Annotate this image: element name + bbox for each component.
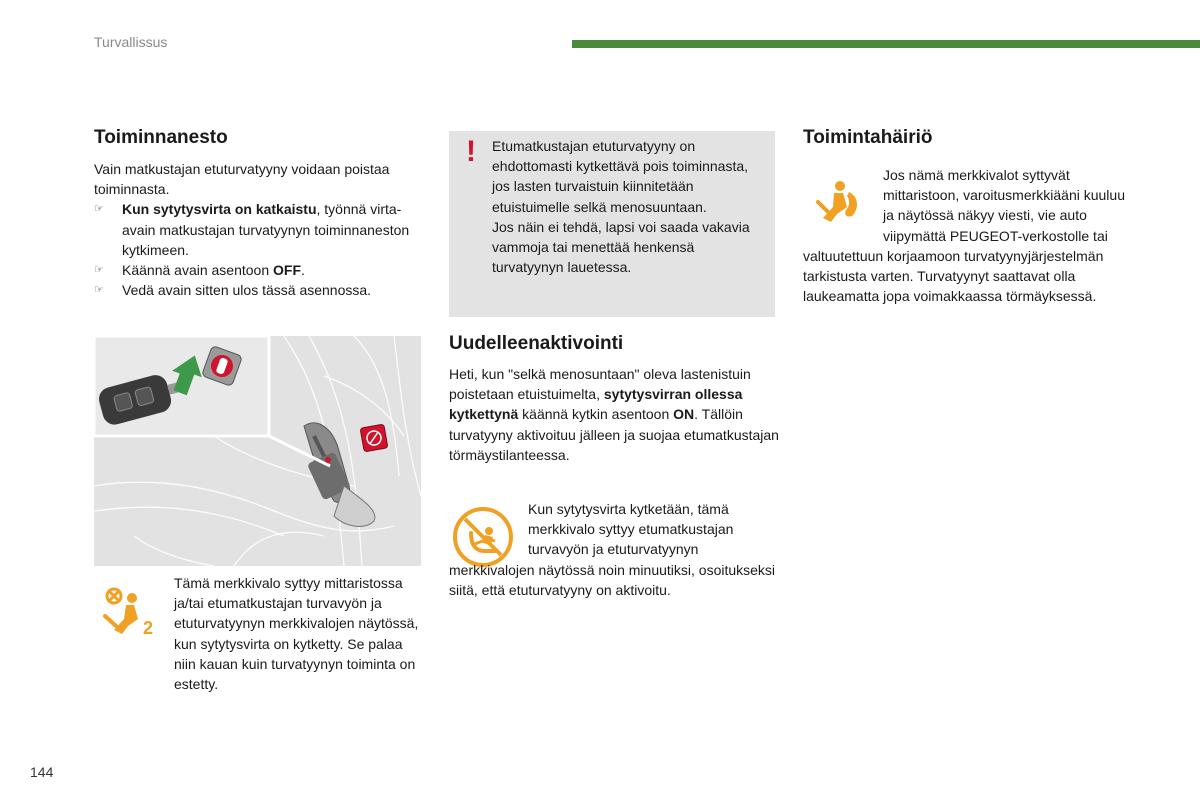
section-accent-bar xyxy=(572,40,1200,48)
pointing-hand-icon: ☞ xyxy=(94,264,104,277)
deactivation-title: Toiminnanesto xyxy=(94,127,228,148)
reactivation-lamp-text: Kun sytytysvirta kytketään, tämä merkkivalo syttyy etumatkustajan turvavyön ja etuturvatyynyn merkkivalojen näytössä noin minuutiksi, osoitukseksi siitä, että etuturvatyyny on aktivoitu. xyxy=(449,501,776,598)
deactivation-intro: Vain matkustajan etuturvatyyny voidaan poistaa toiminnasta. xyxy=(94,161,390,198)
warning-text xyxy=(492,136,762,277)
svg-text:2: 2 xyxy=(143,618,154,638)
malfunction-title: Toimintahäiriö xyxy=(803,127,933,148)
warning-box xyxy=(449,131,775,317)
reactivation-lamp-block xyxy=(449,499,779,600)
airbag-fault-icon xyxy=(816,178,862,224)
warning-text-1: Etumatkustajan etuturvatyyny on ehdottomasti kytkettävä pois toiminnasta, jos lasten turvaistuin kiinnitetään etuistuimelle selkä menosuuntaan. xyxy=(492,138,749,215)
airbag-switch-illustration xyxy=(94,336,421,566)
reactivation-paragraph: Heti, kun "selkä menosuntaan" oleva lastenistuin poistetaan etuistuimelta, sytytysvirran ollessa kytkettynä käännä kytkin asentoon ON. Tällöin turvatyyny aktivoituu jälleen ja suojaa etumatkustajan törmäystilanteessa. xyxy=(449,366,779,463)
deactivation-section xyxy=(94,127,414,300)
dashboard-drawing xyxy=(94,336,421,566)
pointing-hand-icon: ☞ xyxy=(94,203,104,216)
section-label: Turvallissus xyxy=(94,34,168,50)
pointing-hand-icon: ☞ xyxy=(94,284,104,297)
reactivation-title: Uudelleenaktivointi xyxy=(449,333,624,354)
reactivation-section xyxy=(449,333,779,465)
deactivation-lamp-text: Tämä merkkivalo syttyy mittaristossa ja/tai etumatkustajan turvavyön ja etuturvatyynyn merkkivalojen näytössä, kun sytytysvirta on kytketty. Se palaa niin kauan kuin turvatyynyn toiminta on estetty. xyxy=(174,575,419,693)
airbag-deactivated-warning-icon xyxy=(100,586,158,638)
deactivation-steps xyxy=(94,199,414,300)
list-item: ☞ Kun sytytysvirta on katkaistu, työnnä virta-avain matkustajan turvatyynyn toiminnaneston kytkimeen. xyxy=(94,201,410,258)
page-number: 144 xyxy=(30,764,54,780)
list-item: ☞ Käännä avain asentoon OFF. xyxy=(94,260,414,280)
exclamation-icon: ! xyxy=(466,135,476,168)
malfunction-text: Jos nämä merkkivalot syttyvät mittaristoon, varoitusmerkkiääni kuuluu ja näytössä näkyy viesti, vie auto viipymättä PEUGEOT-verkostolle tai valtuutettuun korjaamoon turvatyynyjärjestelmän tarkistusta varten. Turvatyynyt saattavat olla laukeamatta jopa voimakkaassa törmäyksessä. xyxy=(803,167,1125,305)
list-item: ☞ Vedä avain sitten ulos tässä asennossa. xyxy=(94,280,414,300)
warning-text-2: Jos näin ei tehdä, lapsi voi saada vakavia vammoja tai menettää henkensä turvatyynyn lauetessa. xyxy=(492,218,750,276)
